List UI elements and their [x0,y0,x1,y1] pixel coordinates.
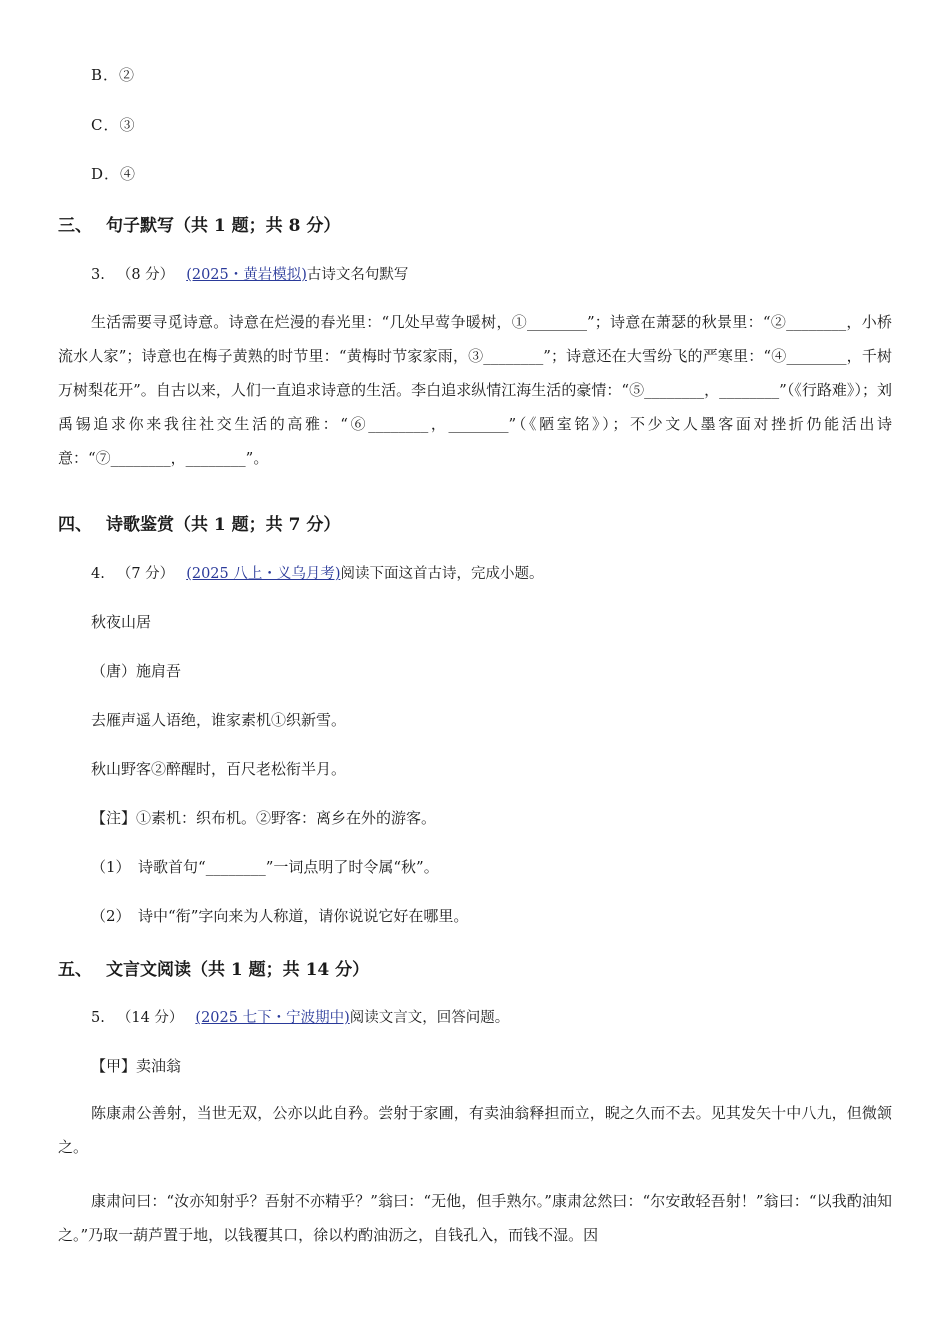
option-c-letter: C． [91,116,120,134]
option-d [91,163,136,184]
option-b-value: ② [119,66,136,84]
question-4-score: （7 分） [116,566,175,582]
poem-author: （唐）施肩吾 [91,662,182,680]
question-5-source-link[interactable]: (2025 七下・宁波期中) [195,1010,350,1026]
question-5-score: （14 分） [116,1010,184,1026]
section-5-number: 五、 [58,960,92,980]
question-4-prompt: 阅读下面这首古诗，完成小题。 [340,566,544,582]
poem-title: 秋夜山居 [91,613,152,631]
section-4-heading [58,510,340,535]
question-3-passage: 生活需要寻觅诗意。诗意在烂漫的春光里：“几处早莺争暖树，①________”；诗意在萧瑟的秋景里：“②________，小桥流水人家”；诗意也在梅子黄熟的时节里：“黄梅时节家家雨，③________”；诗意还在大雪纷飞的严寒里：“④________，千树万树梨花开”。自古以来，人们一直追求诗意的生活。李白追求纵情江海生活的豪情：“⑤________，________”（《行路难》）；刘禹锡追求你来我往社交生活的高雅：“⑥________，________”（《陋室铭》）；不少文人墨客面对挫折仍能活出诗意：“⑦________，________”。 [58,313,892,467]
option-d-letter: D． [91,165,121,183]
section-3-number: 三、 [58,216,92,236]
question-3-score: （8 分） [116,267,175,283]
question-4-number: 4. [91,566,105,582]
option-b [91,64,135,85]
poem-line-2: 秋山野客②醉醒时，百尺老松衔半月。 [91,760,347,778]
passage-paragraph-1: 陈康肃公善射，当世无双，公亦以此自矜。尝射于家圃，有卖油翁释担而立，睨之久而不去。见其发矢十中八九，但微颔之。 [58,1104,892,1156]
passage-heading: 【甲】卖油翁 [91,1057,182,1075]
section-4-title: 诗歌鉴赏（共 1 题；共 7 分） [106,515,341,535]
poem-line-1: 去雁声遥人语绝，谁家素机①织新雪。 [91,711,347,729]
option-b-letter: B． [91,66,120,84]
section-5-title: 文言文阅读（共 1 题；共 14 分） [106,960,370,980]
section-3-title: 句子默写（共 1 题；共 8 分） [106,216,341,236]
passage-paragraph-2: 康肃问曰：“汝亦知射乎？吾射不亦精乎？”翁曰：“无他，但手熟尔。”康肃忿然曰：“尔安敢轻吾射！”翁曰：“以我酌油知之。”乃取一葫芦置于地，以钱覆其口，徐以杓酌油沥之，自钱孔入，而钱不湿。因 [58,1192,892,1244]
question-5-number: 5. [91,1010,105,1026]
section-4-number: 四、 [58,515,92,535]
question-3-prompt: 古诗文名句默写 [306,267,409,283]
question-5-header [91,1006,509,1027]
question-5-prompt: 阅读文言文，回答问题。 [349,1010,510,1026]
poem-note: 【注】①素机：织布机。②野客：离乡在外的游客。 [91,809,437,827]
option-d-value: ④ [120,165,137,183]
sub-question-1: （1） 诗歌首句“________”一词点明了时令属“秋”。 [91,858,439,876]
question-4-header [91,562,544,583]
question-3-header [91,263,408,284]
question-4-source-link[interactable]: (2025 八上・义乌月考) [186,566,341,582]
section-5-heading [58,955,369,980]
question-3-source-link[interactable]: (2025・黄岩模拟) [186,267,307,283]
sub-question-2: （2） 诗中“衔”字向来为人称道，请你说说它好在哪里。 [91,907,469,925]
question-3-number: 3. [91,267,105,283]
option-c [91,114,136,135]
option-c-value: ③ [119,116,136,134]
section-3-heading [58,211,340,236]
